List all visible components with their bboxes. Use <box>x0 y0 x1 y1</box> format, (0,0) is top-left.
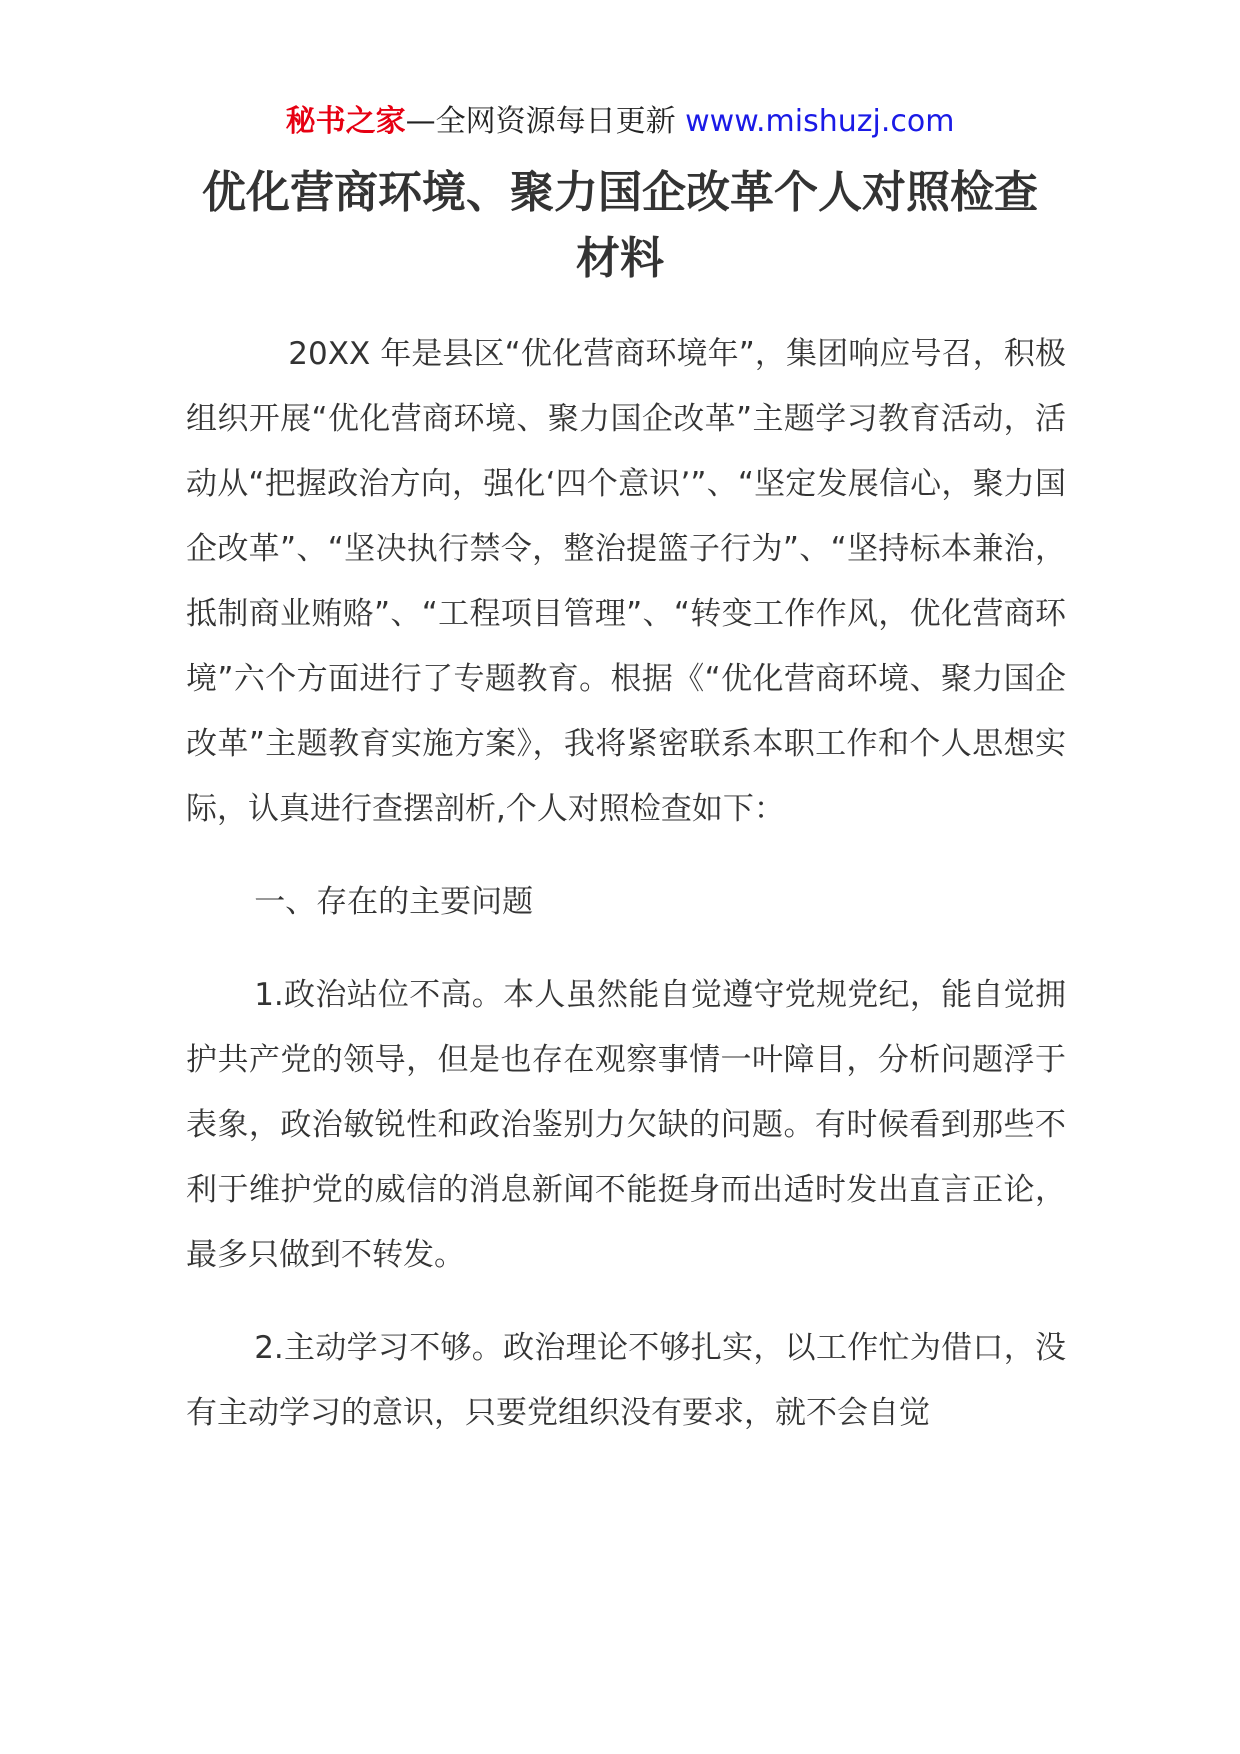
intro-paragraph: 20XX 年是县区“优化营商环境年”，集团响应号召，积极组织开展“优化营商环境、聚力国企改革”主题学习教育活动，活动从“把握政治方向，强化‘四个意识’”、“坚定发展信心，聚力国企改革”、“坚决执行禁令，整治提篮子行为”、“坚持标本兼治，抵制商业贿赂”、“工程项目管理”、“转变工作作风，优化营商环境”六个方面进行了专题教育。根据《“优化营商环境、聚力国企改革”主题教育实施方案》，我将紧密联系本职工作和个人思想实际，认真进行查摆剖析,个人对照检查如下： <box>186 336 1066 827</box>
problem-item-1: 1.政治站位不高。本人虽然能自觉遵守党规党纪，能自觉拥护共产党的领导，但是也存在观察事情一叶障目，分析问题浮于表象，政治敏锐性和政治鉴别力欠缺的问题。有时候看到那些不利于维护党的威信的消息新闻不能挺身而出适时发出直言正论，最多只做到不转发。 <box>186 977 1066 1273</box>
problem-item-2: 2.主动学习不够。政治理论不够扎实，以工作忙为借口，没有主动学习的意识，只要党组织没有要求，就不会自觉 <box>186 1330 1066 1431</box>
document-title: 优化营商环境、聚力国企改革个人对照检查材料 <box>202 167 1038 284</box>
site-header <box>0 100 1240 144</box>
site-url-link[interactable]: www.mishuzj.com <box>685 104 955 139</box>
header-tagline: —全网资源每日更新 <box>405 104 676 139</box>
brand-name: 秘书之家 <box>285 104 406 139</box>
document-body <box>186 322 1066 1446</box>
section-heading: 一、存在的主要问题 <box>254 884 534 920</box>
